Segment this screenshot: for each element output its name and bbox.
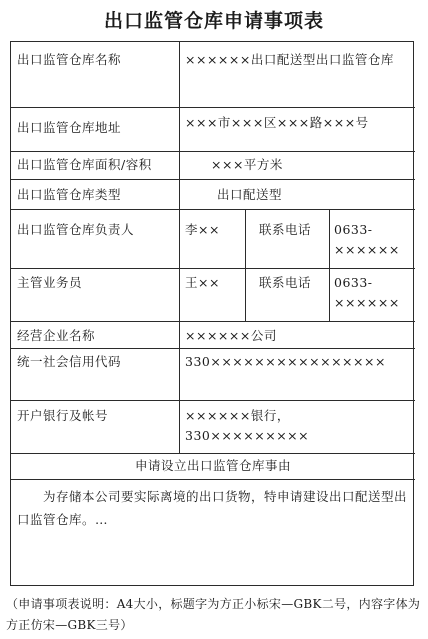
column-divider: [179, 42, 180, 453]
warehouse-address-label: 出口监管仓库地址: [17, 120, 122, 135]
warehouse-manager-label: 出口监管仓库负责人: [17, 222, 135, 237]
reason-text: 为存储本公司要实际离境的出口货物，特申请建设出口配送型出口监管仓库。…: [17, 489, 408, 527]
column-divider: [245, 209, 246, 321]
form-title: 出口监管仓库申请事项表: [103, 10, 324, 32]
row-divider: [11, 400, 415, 401]
warehouse-area-label: 出口监管仓库面积/容积: [17, 157, 152, 172]
row-divider: [11, 151, 415, 152]
manager-phone-label: 联系电话: [259, 222, 312, 237]
credit-code-label: 统一社会信用代码: [17, 354, 122, 369]
bank-account-value: ××××××银行，330×××××××××: [185, 408, 310, 443]
warehouse-type-label: 出口监管仓库类型: [17, 187, 122, 202]
company-name-value: ××××××公司: [185, 328, 277, 343]
warehouse-name-value: ××××××出口配送型出口监管仓库: [185, 52, 394, 67]
row-divider: [11, 209, 415, 210]
warehouse-name-label: 出口监管仓库名称: [17, 52, 122, 67]
reason-heading: 申请设立出口监管仓库事由: [134, 458, 291, 473]
row-divider: [11, 321, 415, 322]
form-note: （申请事项表说明：A4大小，标题字为方正小标宋—GBK二号，内容字体为方正仿宋—GBK三号）: [6, 597, 421, 632]
bank-account-label: 开户银行及帐号: [17, 408, 109, 423]
row-divider: [11, 268, 415, 269]
credit-code-value: 330××××××××××××××××: [185, 354, 386, 369]
manager-name-value: 李××: [185, 222, 220, 237]
row-divider: [11, 453, 415, 454]
warehouse-type-value: 出口配送型: [217, 187, 283, 202]
manager-phone-value: 0633-××××××: [334, 222, 400, 257]
clerk-phone-label: 联系电话: [259, 275, 312, 290]
application-form-table: [10, 41, 414, 586]
row-divider: [11, 348, 415, 349]
clerk-name-value: 王××: [185, 275, 220, 290]
column-divider: [329, 209, 330, 321]
clerk-label: 主管业务员: [17, 275, 83, 290]
row-divider: [11, 479, 415, 480]
clerk-phone-value: 0633-××××××: [334, 275, 400, 310]
row-divider: [11, 179, 415, 180]
warehouse-area-value: ×××平方米: [211, 157, 283, 172]
company-name-label: 经营企业名称: [17, 328, 96, 343]
warehouse-address-value: ×××市×××区×××路×××号: [185, 115, 369, 130]
